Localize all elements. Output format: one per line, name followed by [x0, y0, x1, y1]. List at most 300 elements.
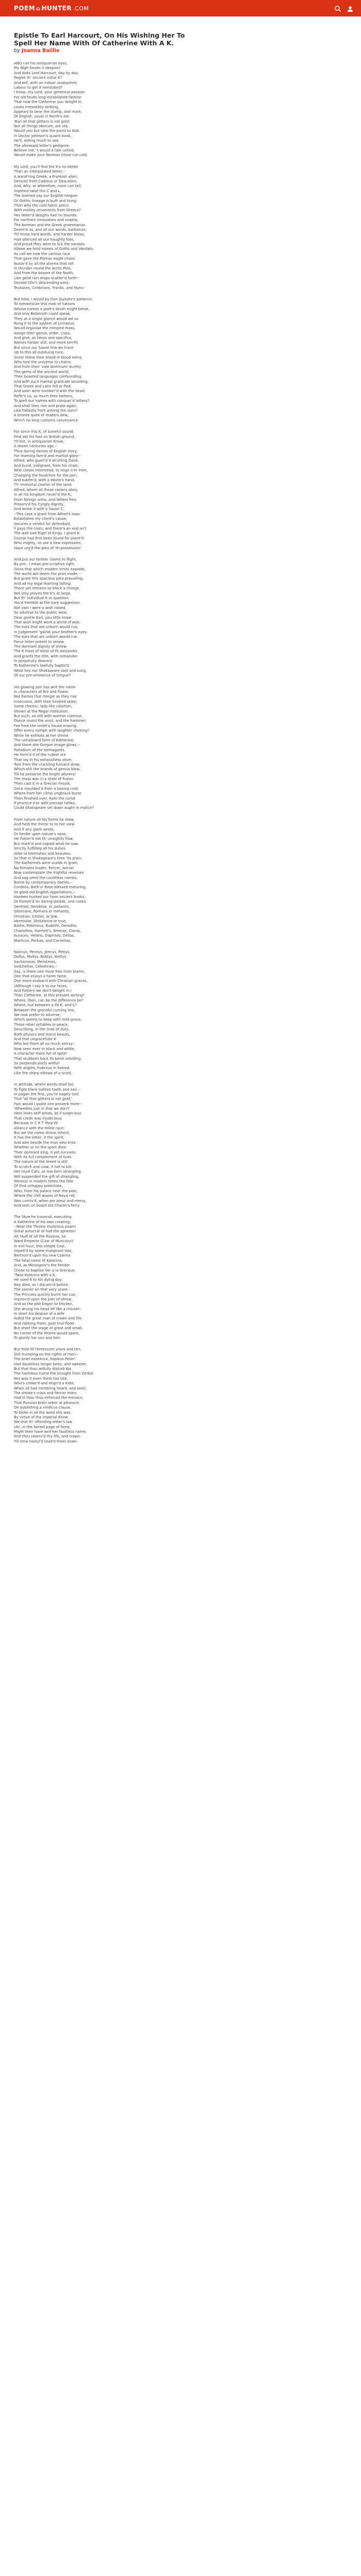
stanza: [14, 557, 347, 679]
poem-line: The fatal name of Katerina;: [14, 1258, 63, 1263]
poem-line: Marticos, Portias, and Cornelias,: [14, 938, 71, 943]
poem-line: His glowing pen has writ the name: [14, 685, 76, 689]
poem-line: And subfm'd, with a Wozlo's hand,: [14, 478, 75, 483]
poem-line: Or formm'd on daring-steads, and cooks,: [14, 900, 87, 904]
poem-line: Assign their genus, order, class,: [14, 331, 71, 335]
logo-suffix-text: HUNTER: [41, 5, 72, 12]
poem-line: Witness in modern times the fate: [14, 1179, 73, 1183]
poem-line: That gave the Roman eagle chase.: [14, 257, 76, 261]
poem-line: The K most of letter of fit alexander,: [14, 649, 79, 654]
poem-line: For old feuds long-established fashion: [14, 95, 82, 99]
poem-line: One that enjoys a fairer fame,: [14, 974, 68, 978]
poem-line: From foreign arms, and letters free,: [14, 497, 77, 502]
poem-line: But th' individual K in question: [14, 596, 69, 601]
poem-line: Deem'd us, and all our words, barbarian;: [14, 227, 87, 232]
poem-line: Of that unhappy potentate,: [14, 1184, 63, 1189]
poem-line: Great autocrat of half the spheres!: [14, 1229, 76, 1234]
poem-line: Teutones, Cimbrians, Franks, and Huns--: [14, 285, 86, 290]
poem-line: And with such mental gratitude sounding,: [14, 379, 89, 384]
poem-line: Had doubtless longer been, and sweeter,: [14, 1362, 88, 1366]
poem-line: So adverse to the public weal,: [14, 611, 68, 615]
poem-line: And as the plot began to thicken,: [14, 1302, 73, 1307]
poem-line: Sacharissas, Melistmes,: [14, 959, 57, 964]
poem-line: Because in C K T they've: [14, 1121, 58, 1126]
poem-line: Who closes intermeed, to reign o'er men,: [14, 468, 88, 473]
poem-line: And does Lord Harcourt, day by day,: [14, 71, 79, 75]
poem-line: With motley ornaments from Greece?: [14, 208, 81, 213]
poem-line: And all my legal learning failing;: [14, 581, 72, 586]
poem-line: Now contemplate the frightful reverses: [14, 871, 84, 875]
poem-line: Not only proves the K's at large,: [14, 591, 71, 596]
poem-line: Derived from Cadmus or Descalion,: [14, 179, 77, 183]
poem-line: Between the graceful curving line,: [14, 1008, 75, 1012]
poem-line: To bloke in all the word she was.: [14, 1410, 72, 1415]
poem-line: Fain would I quote one proverb more--: [14, 1101, 82, 1106]
poem-line: He form'd it of the rudest ore: [14, 753, 66, 757]
poem-line: Their boasted languages confounding,: [14, 375, 83, 379]
poem-line: Alt fault of all the Russias, So: [14, 1234, 66, 1239]
poem-line: And, as Monsignor's the Fender: [14, 1263, 70, 1268]
poem-line: 'Ban all that glitters is not gold;: [14, 119, 70, 124]
poem-line: The dormant dignity of shrew.: [14, 644, 68, 649]
poem-line: In Judgement 'gainst your brother's eyes:: [14, 630, 88, 634]
poem-line: AND can his antiquarian eyes,: [14, 61, 68, 65]
poem-line: Refle'n us, so much their betters,: [14, 394, 73, 398]
poem-line: Offer every nymph with laughter choking?: [14, 728, 89, 733]
poem-line: Was conriv'd, when per pleur and merry,: [14, 1198, 87, 1203]
poem-line: Alfred, whom all these rasters obey,: [14, 487, 78, 492]
poem-line: And will, with an indoor unabashed,: [14, 80, 78, 85]
poem-line: Nor was it even there too late,: [14, 1376, 68, 1381]
poem-line: And sent on board old Charon's ferry.: [14, 1203, 80, 1208]
poem-line: And put our farther claims to flight,: [14, 557, 77, 562]
poem-line: Of English, usual in North's Ark.: [14, 114, 71, 119]
poem-title-line: Epistle To Earl Harcourt, On His Wishing Her To: [14, 31, 185, 39]
poem-line: Strictly fulfilling all his duties: [14, 846, 65, 851]
poem-line: Sodchellas, Celestines;--: [14, 964, 58, 969]
poem-line: That credo was injudicious;: [14, 1116, 62, 1121]
poem-line: Dorsed Oliv's descending sons,: [14, 281, 70, 285]
poem-line: Nurse'd by all the storms that roll: [14, 261, 74, 266]
poem-line: Now seen ever in black and white,: [14, 1046, 75, 1051]
poem-line: She wrung his head off like a chicken:: [14, 1307, 81, 1311]
poem-line: He used it to his dying day:: [14, 1278, 63, 1282]
poem-line: Who lord the universe to chains;: [14, 360, 72, 365]
poem-line: Till time hastyl'd tead'd them down.: [14, 1439, 78, 1444]
poem-line: The ears that are unborn would rue: [14, 635, 77, 639]
poem-line: To spell our names with conquer'd letters?: [14, 399, 89, 403]
poem-line: Auraces, Helens, Daphnes, Delias,: [14, 934, 75, 938]
poem-line: And soon were number'd with the dead;: [14, 389, 86, 394]
poem-line: With its full complement of lives.: [14, 1155, 73, 1159]
poem-line: But since our Saxon line we trace: [14, 345, 74, 350]
poem-line: A Katherine of his own creating;: [14, 1219, 71, 1224]
poem-line: Which seems to keep with mild grace,: [14, 1018, 82, 1022]
poem-line: And only Belzeroth could speak.: [14, 312, 71, 316]
poem-line: Coarse had first been found for plaint'll:: [14, 536, 85, 540]
author-link[interactable]: Joanna Baillie: [21, 48, 60, 54]
poem-line: And there she Gorgon image glows,--: [14, 743, 80, 748]
poem-line: Shown at the Regal Institution;: [14, 709, 69, 714]
poem-line: In all his kingdom never'd the K,: [14, 493, 72, 497]
poem-line: Cordelia, Beth's! Rose-blessed maturing,: [14, 885, 87, 890]
poem-line: Would make your Norman blood run cold.: [14, 153, 88, 158]
poem-line: For since this K, of baneful sound,: [14, 430, 74, 434]
poem-line: Palladium of the termagants.: [14, 748, 66, 752]
poem-line: And proud they were to lick the sandals: [14, 242, 85, 247]
poem-line: He flatter'd not th' unsightly flaw,: [14, 837, 74, 841]
search-icon[interactable]: [334, 5, 341, 12]
poem-line: Could Shakspeare set down aught in malice?: [14, 806, 94, 810]
poem-line: Till he preserve the bright allurers!: [14, 772, 76, 776]
poem-line: Up to this all-subduing race,: [14, 350, 64, 355]
poem-line: And grants the title, with remainder: [14, 654, 78, 658]
poem-line: To Katherine's lawfully baptiz'd.: [14, 664, 70, 668]
poem-line: Dear gentle Earl, you little know: [14, 615, 72, 620]
poem-line: Looks irresistibly striking,: [14, 105, 59, 109]
poem-line: Since that which modern times explode,: [14, 567, 86, 571]
poem-line: Th'mit, in antiquarian Know,: [14, 439, 64, 444]
poem-line: To glorify her son and heir.: [14, 1336, 61, 1341]
poem-line: In attitude, where words shall fail,: [14, 1082, 75, 1087]
poem-line: The unhallow'd form of Katherine;: [14, 738, 75, 742]
poem-line: Nay died, as I discern'd before,: [14, 1282, 69, 1287]
poem-line: My Nigh-Seven (I despise): [14, 66, 60, 71]
poem-line: But grant this spacious plea prevailing,: [14, 577, 84, 581]
poem-line: That Greek and Latin fell or fled;: [14, 384, 72, 388]
poem-line: Changing the feudchon for the pen,: [14, 473, 78, 478]
poem-line: Alliance with the feline race:: [14, 1126, 65, 1130]
poem-line: Bathe, Rebmova, Rudolfe, Gersdhe,: [14, 924, 77, 928]
poem-line: And from their 'vale dominum' burthy: [14, 365, 81, 369]
poem-line: When all had trembling heard, and seen,: [14, 1386, 87, 1391]
poem-line: Alfred, who guerl'd it strutting Dane,: [14, 459, 79, 463]
poem-line: Fee hom the smith's house erasing;: [14, 723, 78, 728]
poem-line: Would organise the mingled mass,: [14, 326, 76, 331]
poem-line: Borne by contemporary dames,--: [14, 880, 73, 885]
poem-line: One more endow'd with Christian graces,: [14, 979, 88, 984]
poem-line: Had'st thou thus enforced the menace,: [14, 1396, 84, 1400]
poem-line: Her letter'd designs had no bounds: [14, 213, 77, 217]
poem-line: And sag amid the countless names,: [14, 875, 78, 880]
poem-line: Those rebel syllables in peace,: [14, 1022, 69, 1027]
poem-line: Her royal Cats, so low born strangling: [14, 1170, 81, 1174]
poem-line: The Katherines were scolds in grain,: [14, 861, 79, 866]
poem-line: But hold, I would by Don Quixote's patience,: [14, 297, 93, 301]
stanza: [14, 1082, 347, 1208]
poem-line: In pagan the first, you're sagely told: [14, 1092, 79, 1096]
poem-line: And wrote it with a Saxon C.: [14, 507, 64, 512]
poem-line: The Norman and the Greek grammarian: [14, 223, 86, 227]
poem-line: Their dormant king, it yet survives,: [14, 1150, 77, 1155]
poem-line: And thou reserv'd thy life, and crown,: [14, 1434, 81, 1439]
poem-line: Not vain I were a wish raised: [14, 605, 65, 610]
poem-line: Labour to get it reinstated?: [14, 85, 63, 90]
poem-line: Il pays the costs, and there's an end on't: [14, 526, 87, 531]
poem-line: Who mighty, to use a new expression,: [14, 541, 82, 546]
poem-line: Have urg'd the plea of 'th-possession'.: [14, 546, 83, 550]
poem-line: Dance round the anvil, and the hammer:: [14, 719, 87, 723]
stanza: [14, 685, 347, 811]
poem-line: Which no long customs conveyance.: [14, 418, 79, 422]
poem-line: You'd tremble at the bare suggestion.: [14, 601, 81, 605]
stanza: [14, 61, 347, 158]
poem-line: But mark'd and copied what he saw:: [14, 841, 79, 846]
poem-line: Who's crown'd and reign'd a Kate;: [14, 1381, 75, 1386]
poem-line: No corner of the throne would spare,: [14, 1331, 79, 1335]
poem-line: Where, but between a lfe K, and C?: [14, 1003, 77, 1008]
poem-line: In evil hour, this simple Czar,: [14, 1244, 66, 1248]
poem-line: The mass was in a state of fusion: [14, 777, 74, 782]
poem-line: And wee beside the man who tries: [14, 1140, 76, 1145]
poem-line: The world will deem the prior mode.--: [14, 572, 81, 577]
poem-line: Hermione, Stokalorve or true,: [14, 919, 67, 924]
poem-line: Ghorcane, Romans or romantic,: [14, 909, 71, 914]
poem-line: But we the name divine inherit,: [14, 1131, 70, 1136]
poem-line: Not flames that mingle as they rise: [14, 694, 77, 699]
poem-line: Till those hard words, and harder blows,: [14, 232, 86, 237]
poem-line: Who, from his palace near the pole,: [14, 1189, 78, 1193]
site-logo[interactable]: [14, 5, 89, 12]
nav-actions: [334, 5, 354, 12]
poem-line: Nannys, Pennys, Jennys, Pettys,: [14, 950, 71, 954]
home-icon: ⌂: [36, 5, 41, 12]
poem-line: Or fondle upon nature's nose,: [14, 832, 67, 836]
poem-line: Still trumping on the rights of men--: [14, 1352, 78, 1357]
poem-line: Dollys, Mollys, Biddys, Bettys,: [14, 955, 68, 959]
poem-line: That 'all that glitters is not gold;': [14, 1097, 72, 1101]
poem-line: A character more full of spite!: [14, 1052, 68, 1056]
poem-line: From nature all his forms he drew,: [14, 817, 75, 822]
poem-line: And from the bosom of the North,: [14, 271, 74, 276]
stanza: [14, 1215, 347, 1341]
poem-line: Rung it to the system of Linnaeus;: [14, 321, 75, 326]
poem-line: That wish might work a world of woe.: [14, 620, 81, 624]
poem-line: What hes nor Shakspeare said and sung,: [14, 668, 87, 673]
poem-line: The ears that are unborn would rue,: [14, 625, 78, 630]
poem-line: Where, then, can be the difference be?: [14, 998, 84, 1003]
poem-line: But hold till threescore years and ten,: [14, 1347, 81, 1352]
poem-line: There yet remains so black a charge,: [14, 586, 80, 591]
poem-line: Both physics and moral beauty,: [14, 1032, 71, 1037]
poem-line: Force letter potent to renew: [14, 639, 64, 644]
poem-line: But short the stage of great and small,: [14, 1326, 83, 1331]
poem-line: Alike to blemishes and beauties.: [14, 851, 72, 856]
poem-title: [14, 32, 347, 47]
poem-line: The gems of the ancient world,: [14, 369, 70, 374]
stanza: [14, 950, 347, 1076]
poem-line: 'Twas Katerina with a K.: [14, 1273, 56, 1277]
poem-line: Improv'd upon the part of shrew,: [14, 1297, 73, 1301]
poem-line: And robbing them, past trial flood: [14, 1321, 74, 1326]
poem-line: On publishing a vindicus clause,: [14, 1405, 72, 1410]
poem-line: And shall they rise and prate again,: [14, 403, 78, 408]
author-line: [14, 48, 347, 54]
stanza: [14, 165, 347, 291]
poem-line: Of our pre-eminence of tongue?: [14, 673, 71, 678]
poem-line: Ukr, in the fairest page of fame,: [14, 1425, 71, 1429]
poem-line: Whose names a poet's death might break,: [14, 307, 90, 311]
poem-line: And held the mirror to to her view:: [14, 822, 76, 827]
poem-line: Where from her climp ungbrace burst: [14, 791, 81, 796]
poem-line: Then cast it in a Grecian mould,: [14, 782, 71, 786]
poem-line: Would you but take the pains to look: [14, 129, 79, 133]
poem-line: But that thou wilfully disturb'dst: [14, 1367, 72, 1371]
poem-line: Like the sharp elbows of a scold,: [14, 1071, 72, 1075]
poem-line: By virtue of the imperial Know: [14, 1415, 68, 1419]
poem-line: Inserted twixt the C and L.: [14, 189, 61, 193]
poem-line: So that in Shakspeare's time 'tis plain,: [14, 856, 83, 860]
poem-line: --Near the Throne illustrious pawn!: [14, 1225, 76, 1229]
poem-line: Where the chill waves of Neva roll,: [14, 1194, 76, 1198]
poem-line: Allswe we hind names of Goths and Vandals;: [14, 247, 94, 251]
poem-line: And if any giant wrote,: [14, 827, 55, 832]
poem-line: To scratch and claw, if not to kill;: [14, 1164, 73, 1169]
poem-line: (Although I say it to our faces,: [14, 984, 68, 988]
poem-line: Innocuous, with their kindred skies;: [14, 699, 77, 704]
poem-line: It has the letter, it the spirit,: [14, 1136, 64, 1140]
poem-line: 'Wheedles just in that we don't': [14, 1107, 70, 1111]
poem-line: My Lord, you'll find the K's no better: [14, 164, 79, 169]
poem-line: First set his foot on British ground,: [14, 434, 75, 439]
poem-line: That stubborn back its bend unbiding,: [14, 1056, 82, 1061]
poem-line: Than an interpolated letter;--: [14, 170, 66, 174]
poem-line: The learned say our English tongue: [14, 194, 77, 198]
poem-content: [0, 16, 361, 1444]
poem-line: We that th' offending letter's law: [14, 1420, 73, 1425]
poem-line: For northern innovators and vowels;: [14, 218, 78, 223]
poem-line: Will suspended the gift of strangling,: [14, 1174, 79, 1179]
poem-line: While he exhibits at her shrine: [14, 733, 69, 738]
poem-line: The harmless name the brought from Zerbst: [14, 1371, 93, 1376]
poem-line: That now the Catherine you delight in,: [14, 100, 83, 105]
poem-line: He'll, willing much to see: [14, 139, 59, 143]
poem-line: Describing, in the lines of duty,: [14, 1027, 70, 1032]
poem-line: And that ungracefulle K: [14, 1037, 56, 1041]
poem-line: By pre-, I mean pre-scriptive right.: [14, 562, 75, 567]
poem-line: Believe me, 't would a tale unfold,: [14, 148, 75, 153]
poem-line: But such, as still with wanton clamour,: [14, 714, 83, 718]
poem-line: Had silenced all our haughty foes,: [14, 237, 75, 242]
poem-line: A dozen centuries ago,--: [14, 444, 58, 449]
poem-body: [14, 61, 347, 1444]
poem-line: Ward Emperor (Czar of Muscovy)!: [14, 1239, 74, 1244]
poem-line: To romanticize this mob of nations: [14, 302, 75, 307]
poem-line: That Russian brain arbor at pleasure,: [14, 1400, 80, 1405]
poem-line: Whether or no the sport dies!: [14, 1145, 67, 1150]
poem-line: In perpetuity descent: [14, 659, 52, 664]
poem-title-line: Spell Her Name With Of Catherine With A K.: [14, 39, 174, 47]
poem-line: The Princess quickly burnt her cue,: [14, 1292, 77, 1297]
poem-line: And flattery we don't delight in,): [14, 989, 72, 993]
poem-line: And, why, or wherefore, none can tell,: [14, 184, 82, 189]
poem-line: Say, is there one more free from blame,: [14, 969, 85, 974]
poem-line: Like Fallastis from among the slain?: [14, 408, 77, 413]
poem-line: And burst, indignant, from his chain;: [14, 463, 79, 468]
poem-line: Bertnon'd upon his new Czarina: [14, 1253, 71, 1258]
poem-line: The wall bad Rigel of Kings, I grant it: [14, 531, 79, 536]
poem-line: In characters of fire and flame:: [14, 690, 69, 694]
poem-line: In Doctor Johnson's quaint book,: [14, 133, 72, 138]
poem-line: The brief existence, hapless Peter!: [14, 1357, 76, 1362]
poem-line: Then why the cold fabric piece: [14, 203, 69, 208]
poem-line: Which still the brands of genius blow,: [14, 767, 81, 772]
stanza: [14, 297, 347, 423]
poem-line: Charlottes, Harriett's, Emmas, Claras,: [14, 928, 81, 933]
poem-line: Chose to baptise her a la Grecque,: [14, 1268, 76, 1273]
poem-line: --This case a grant from Alfred's laws: [14, 512, 80, 516]
poem-line: Or Gothic lineage is built and hung:: [14, 198, 77, 203]
poem-line: So perpendicularly willful!: [14, 1061, 60, 1065]
poem-line: I know, my Lord, your generous passion: [14, 90, 85, 95]
poem-line: Here looks stiff winds, as if suspicious: [14, 1111, 81, 1116]
poem-line: Then finished over, Kate the cursd: [14, 796, 75, 801]
stanza: [14, 430, 347, 551]
poem-line: Impell'd by some malignant star,: [14, 1249, 73, 1253]
poem-line: The Skye he traversd, executing: [14, 1215, 72, 1219]
poem-line: Or good old English Appellations,--: [14, 890, 76, 894]
poem-line: Establishes my client's cause;: [14, 517, 68, 521]
logo-main-text: POEM: [14, 5, 36, 12]
by-label: by: [14, 48, 20, 54]
poem-line: Who led them all so much astray--: [14, 1042, 75, 1046]
poem-line: Aided the great man of crown and life;: [14, 1316, 83, 1321]
poem-line: Secures a verdict for defendant,: [14, 521, 72, 526]
poem-line: Regret th' ancient initial K?: [14, 76, 62, 80]
poem-line: Some chemic, lady-like coloition,: [14, 704, 73, 709]
poem-line: Might their have writ her faultless name;: [14, 1430, 87, 1434]
poem-line: Like gelid rain drops scatter'd forth--: [14, 276, 79, 280]
poem-line: Its call we new the various race: [14, 251, 71, 256]
poem-line: A bronze quite of readers dew,: [14, 413, 69, 418]
poem-line: Names harder still, and more terrific: [14, 341, 79, 345]
poem-line: Once moulded it from a boxing cold;: [14, 786, 79, 791]
poem-line: For learning fam'd and martial glory--: [14, 454, 81, 459]
poem-line: Nor all things obscure, are old.: [14, 124, 69, 129]
logo-tld-text: .COM: [72, 5, 89, 12]
poem-line: Appears to bear the stamp, and mark,: [14, 109, 83, 114]
poem-line: With angles, frabrous in hatred,: [14, 1066, 71, 1071]
poem-line: Tore from the crackling furnace draw,: [14, 762, 81, 767]
poem-line: And give, as times and specifics,: [14, 336, 72, 341]
poem-line: Preserv'd his Cyngly dignity,: [14, 502, 64, 506]
poem-line: We now prefer to adverse,: [14, 1013, 61, 1018]
top-nav-bar: [0, 0, 361, 16]
stanza: [14, 818, 347, 943]
poem-line: A wand'ring Greek, a Frankish alien,: [14, 174, 78, 179]
poem-line: Th' immortal charter of the land;: [14, 483, 72, 487]
poem-line: Than Catherine, at this present writing?: [14, 993, 85, 998]
poem-line: Sever these their blood-ill-blood extra,: [14, 355, 83, 360]
poem-line: They at a single glance would we us: [14, 316, 79, 321]
poem-line: The sooner on that very score--: [14, 1287, 70, 1292]
poem-line: Christian, Ichilier, or Jew,: [14, 914, 58, 919]
poem-line: Harmen hunted our from ancient books,: [14, 895, 86, 900]
poem-line: If practice e'er with precept tallies,: [14, 801, 76, 806]
poem-line: In thunder round the Arctic Pole,: [14, 266, 72, 271]
poem-line: Thus daring dames of English story,: [14, 449, 78, 453]
poem-line: No females louder, fiercer, worse!: [14, 866, 75, 870]
poem-line: The stroke's crisis and fiercer mien:: [14, 1391, 77, 1395]
user-icon[interactable]: [347, 5, 354, 12]
poem-line: Gentred, Gembloe, or pedantic,: [14, 904, 71, 909]
stanza: [14, 1347, 347, 1444]
poem-line: The aforesaid letter's pedigree;: [14, 143, 70, 148]
poem-line: In short his despair of a wife: [14, 1312, 64, 1316]
poem-line: The nature of the breed is still: [14, 1160, 68, 1164]
poem-line: To fight there battles tooth and nail,--: [14, 1087, 80, 1092]
poem-line: That lay in his exhaustless store;: [14, 757, 73, 762]
